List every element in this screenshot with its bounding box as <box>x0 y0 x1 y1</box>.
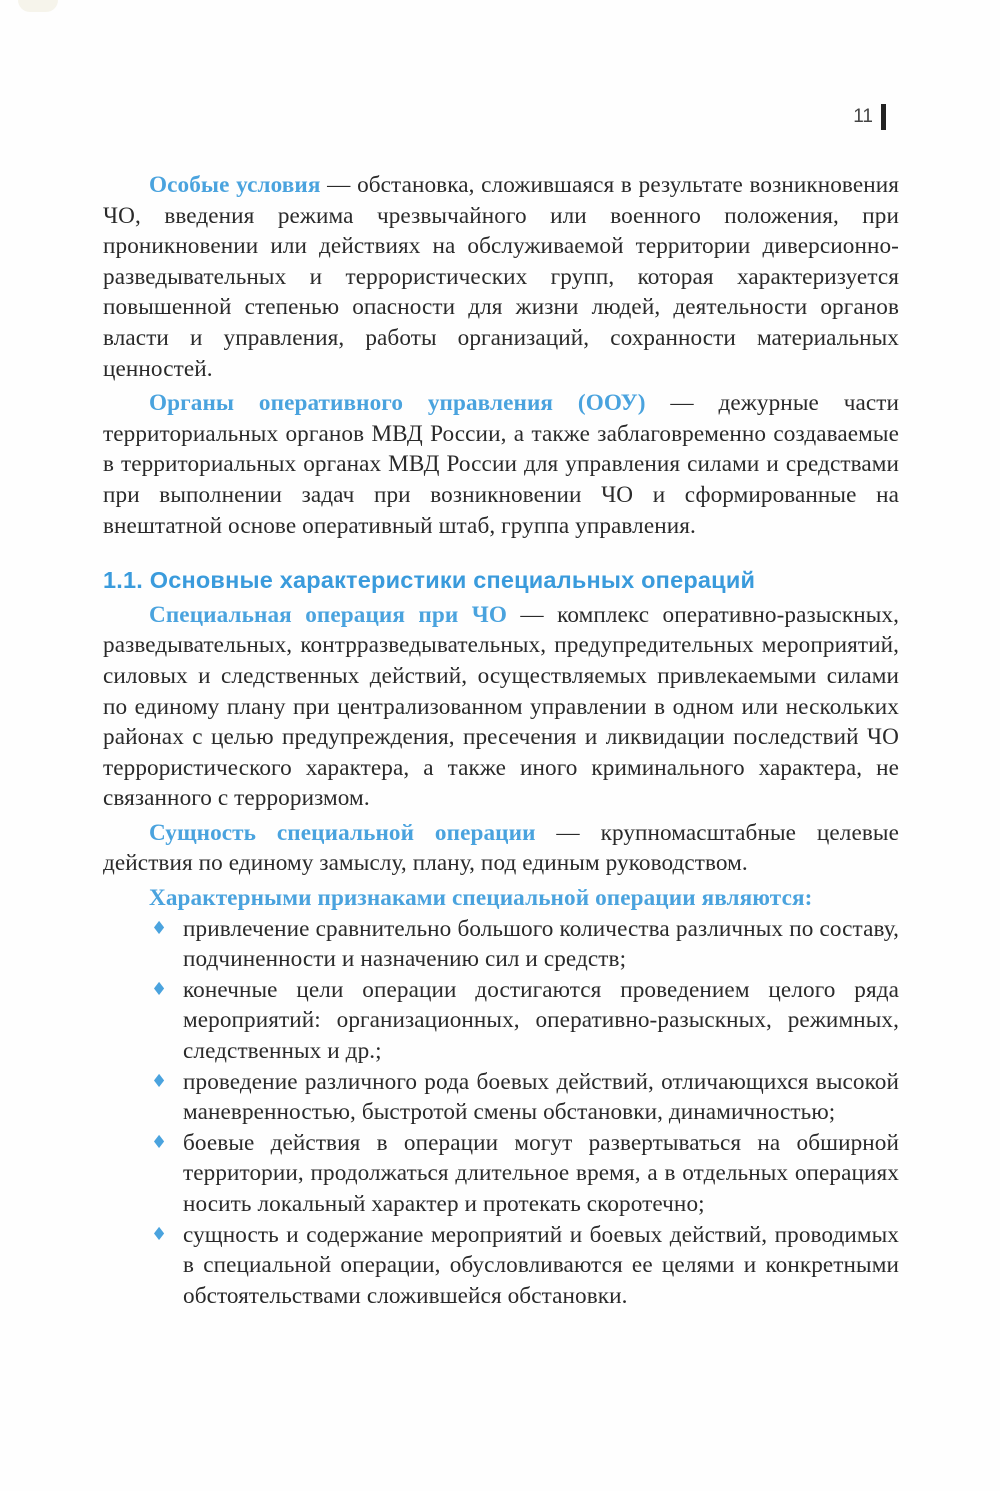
diamond-bullet-icon: ♦ <box>151 917 168 939</box>
definition-operational-bodies: — дежурные части территориальных органов МВД России, а также заблаговременно создаваемые в территориальных органах МВД России для управления силами и средствами при выполнении задач при возникновении ЧО и сформированные на внештатной основе оперативный штаб, группа управления. <box>103 390 899 539</box>
paragraph-special-conditions <box>103 170 899 384</box>
list-item-text: боевые действия в операции могут развертываться на обширной территории, продолжаться длительное время, а в отдельных операциях носить локальный характер и протекать скоротечно; <box>183 1129 899 1217</box>
list-item-text: привлечение сравнительно большого количества различных по составу, подчиненности и назначению сил и средств; <box>183 915 899 973</box>
list-item-text: конечные цели операции достигаются проведением целого ряда мероприятий: организационных, оперативно-разыскных, режимных, следственных и др.; <box>183 976 899 1065</box>
page-number-bar <box>881 104 886 130</box>
diamond-bullet-icon: ♦ <box>151 978 168 1000</box>
features-lead: Характерными признаками специальной операции являются: <box>149 885 813 912</box>
paragraph-essence <box>103 818 899 879</box>
term-special-conditions: Особые условия <box>149 172 321 198</box>
diamond-bullet-icon: ♦ <box>151 1070 168 1092</box>
diamond-bullet-icon: ♦ <box>151 1223 168 1245</box>
list-item-text: сущность и содержание мероприятий и боевых действий, проводимых в специальной операции, обусловливаются ее целями и конкретными обстоятельствами сложившейся обстановки. <box>183 1221 899 1309</box>
term-special-operation: Специальная операция при ЧО <box>149 601 508 628</box>
features-list <box>103 914 899 1312</box>
definition-essence: — крупномасштабные целевые действия по единому замыслу, плану, под единым руководством. <box>103 819 899 877</box>
diamond-bullet-icon: ♦ <box>151 1131 168 1153</box>
term-operational-bodies: Органы оперативного управления (ООУ) <box>149 390 646 417</box>
definition-special-operation: — комплекс оперативно-разыскных, разведывательных, контрразведывательных, предупредительных мероприятий, силовых и следственных действий, осуществляемых привлекаемыми силами по единому плану при централизованном управлении в одном или нескольких районах с целью предупреждения, пресечения и ликвидации последствий ЧО террористического характера, а также иного криминального характера, не связанного с терроризмом. <box>103 601 899 812</box>
list-item <box>151 1220 899 1312</box>
paragraph-special-operation <box>103 600 899 814</box>
list-item <box>151 1067 899 1128</box>
page-number <box>853 104 886 130</box>
list-item-text: проведение различного рода боевых действий, отличающихся высокой маневренностью, быстротой смены обстановки, динамичностью; <box>183 1068 899 1126</box>
paragraph-operational-bodies <box>103 388 899 541</box>
page-content <box>103 170 899 1311</box>
list-item <box>151 914 899 975</box>
page-number-text: 11 <box>853 106 873 127</box>
list-item <box>151 975 899 1067</box>
definition-special-conditions: — обстановка, сложившаяся в результате возникновения ЧО, введения режима чрезвычайного или военного положения, при проникновении или действиях на обслуживаемой территории диверсионно-разведывательных и террористических групп, которая характеризуется повышенной степенью опасности для жизни людей, деятельности органов власти и управления, работы организаций, сохранности материальных ценностей. <box>103 172 899 382</box>
section-title: 1.1. Основные характеристики специальных операций <box>103 567 756 594</box>
list-item <box>151 1128 899 1220</box>
scan-corner-mark <box>18 0 58 12</box>
term-essence: Сущность специальной операции <box>149 819 536 846</box>
